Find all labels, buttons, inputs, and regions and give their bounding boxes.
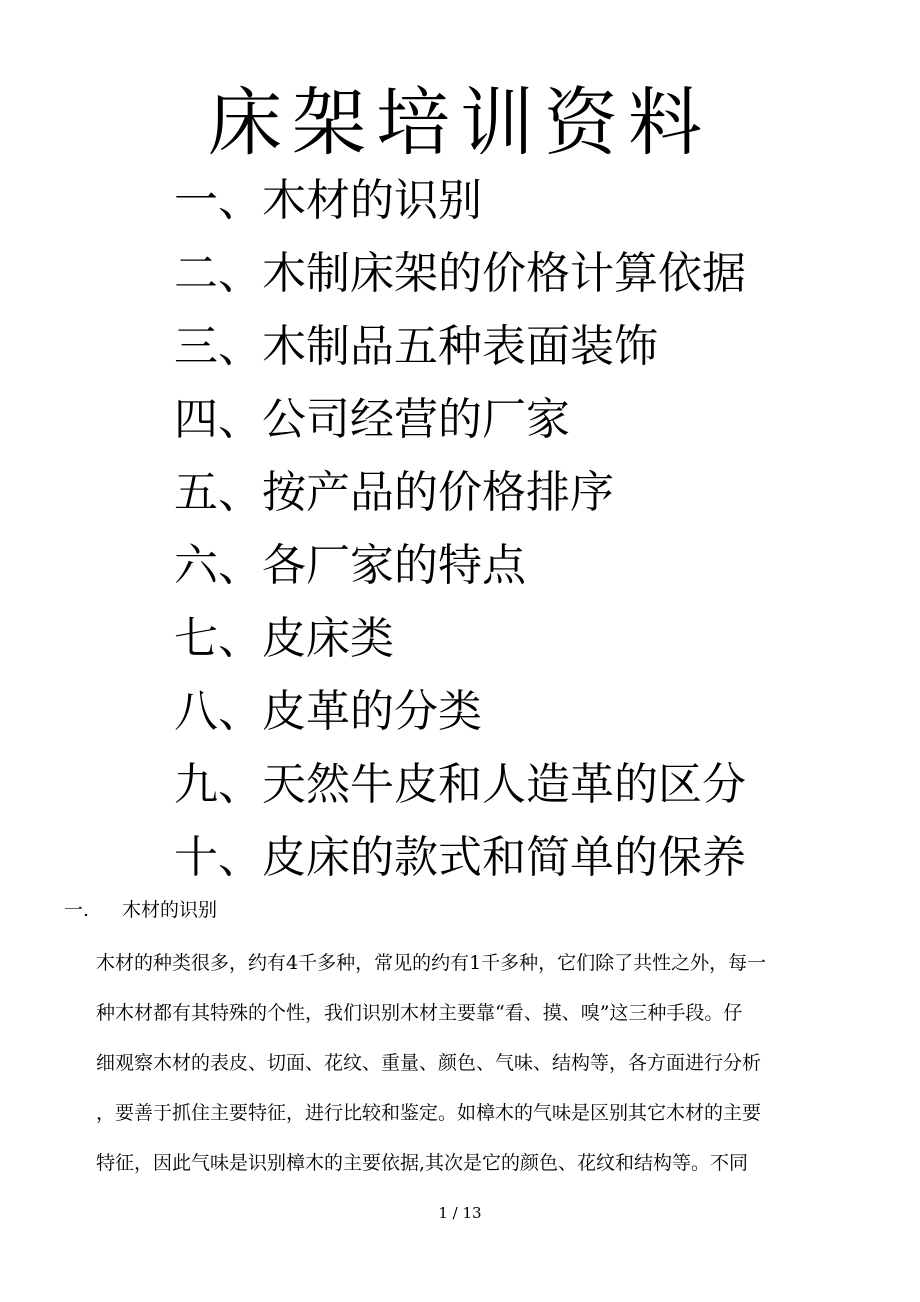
- toc-item: 六、各厂家的特点: [174, 540, 526, 591]
- section-heading-text: 木材的识别: [122, 899, 218, 921]
- table-of-contents: [174, 172, 746, 902]
- toc-item: 七、皮床类: [174, 613, 394, 664]
- toc-item: 四、公司经营的厂家: [174, 394, 570, 445]
- toc-item: 十、皮床的款式和简单的保养: [174, 832, 746, 883]
- body-line: 种木材都有其特殊的个性，我们识别木材主要靠“看、摸、嗅”这三种手段。仔: [96, 1002, 743, 1024]
- body-line: ，要善于抓住主要特征，进行比较和鉴定。如樟木的气味是区别其它木材的主要: [96, 1102, 762, 1124]
- body-line: 特征，因此气味是识别樟木的主要依据,其次是它的颜色、花纹和结构等。不同: [96, 1152, 749, 1174]
- body-line: 细观察木材的表皮、切面、花纹、重量、颜色、气味、结构等，各方面进行分析: [96, 1052, 762, 1074]
- body-line: 木材的种类很多，约有4千多种，常见的约有1千多种，它们除了共性之外，每一: [96, 952, 767, 974]
- toc-item: 二、木制床架的价格计算依据: [174, 248, 746, 299]
- toc-item: 五、按产品的价格排序: [174, 467, 614, 518]
- toc-item: 九、天然牛皮和人造革的区分: [174, 759, 746, 810]
- page-number: 1 / 13: [438, 1204, 482, 1222]
- toc-item: 一、木材的识别: [174, 175, 482, 226]
- toc-item: 八、皮革的分类: [174, 686, 482, 737]
- document-title: 床架培训资料: [208, 80, 712, 166]
- section-body: [96, 938, 856, 1188]
- section-number: 一.: [64, 899, 90, 921]
- toc-item: 三、木制品五种表面装饰: [174, 321, 658, 372]
- section-heading: [64, 896, 217, 924]
